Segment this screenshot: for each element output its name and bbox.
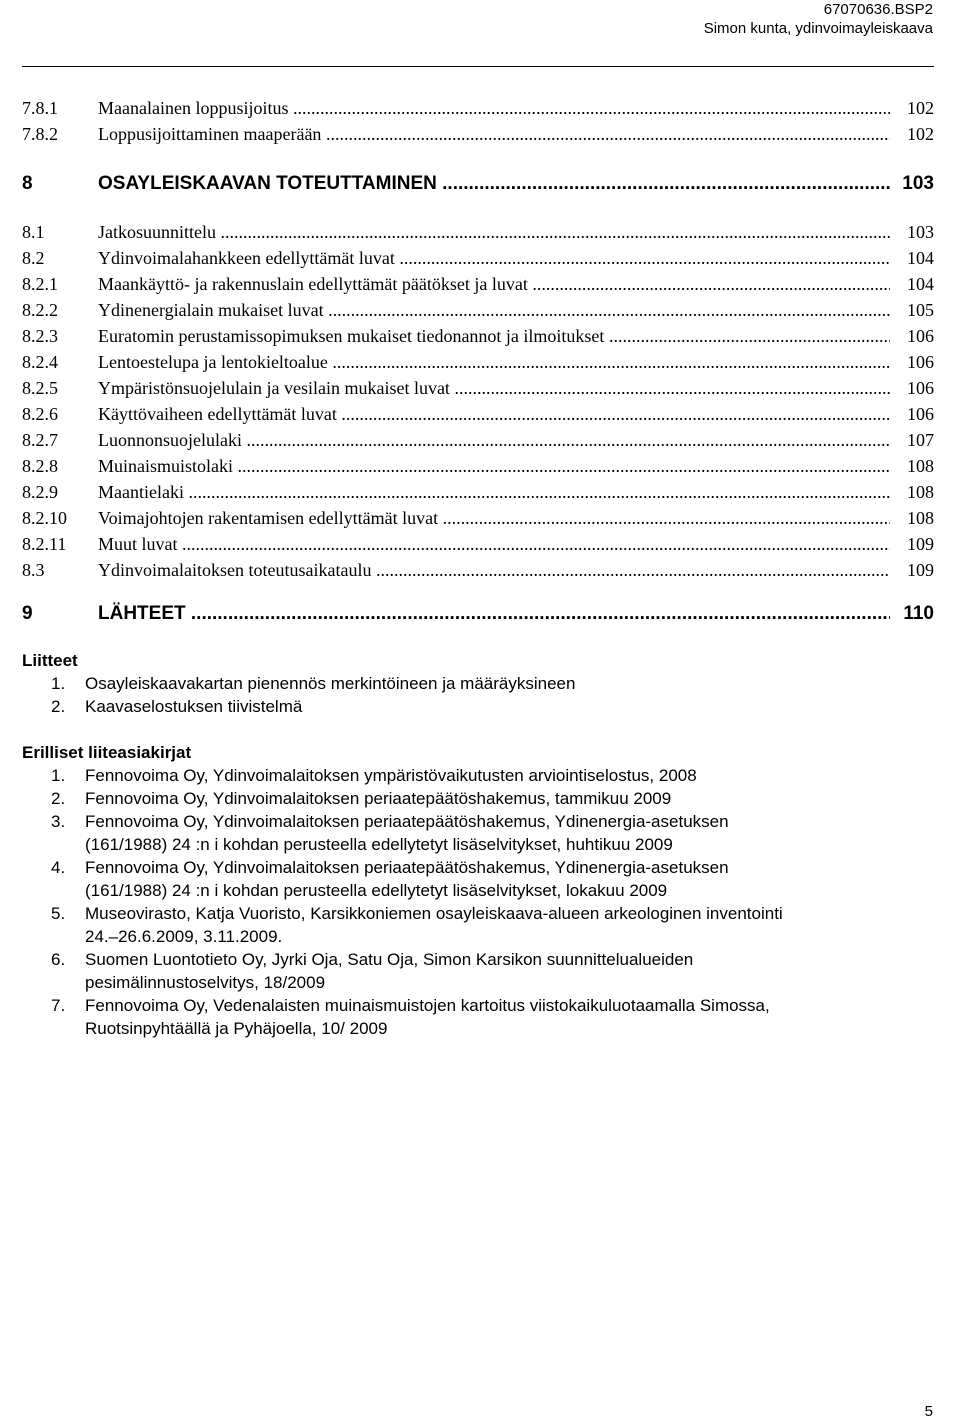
toc-title: Maankäyttö- ja rakennuslain edellyttämät päätökset ja luvat ..... <box>98 271 890 297</box>
document-title: Simon kunta, ydinvoimayleiskaava <box>703 20 933 37</box>
toc-entry[interactable] <box>22 479 934 505</box>
list-item-number: 2. <box>51 789 66 808</box>
list-item-number: 6. <box>51 950 66 969</box>
list-item-number: 1. <box>51 766 66 785</box>
toc-title: Loppusijoittaminen maaperään ..... <box>98 121 890 147</box>
list-item-text: Fennovoima Oy, Ydinvoimalaitoksen periaatepäätöshakemus, Ydinenergia-asetuksen <box>85 858 729 877</box>
list-item <box>22 948 934 994</box>
list-item-text: (161/1988) 24 :n i kohdan perusteella edellytetyt lisäselvitykset, huhtikuu 2009 <box>85 835 673 854</box>
toc-number: 8.2.8 <box>22 456 58 476</box>
toc-page-number: 104 <box>907 245 934 271</box>
liitteet-list <box>22 672 934 718</box>
erilliset-title: Erilliset liiteasiakirjat <box>22 743 192 762</box>
list-item <box>22 994 934 1040</box>
list-item-number: 7. <box>51 996 66 1015</box>
list-item <box>22 856 934 902</box>
toc-entry[interactable] <box>22 121 934 147</box>
toc-entry[interactable] <box>22 171 934 197</box>
list-item <box>22 695 934 718</box>
toc-page-number: 110 <box>903 601 934 627</box>
toc-number: 7.8.2 <box>22 124 58 144</box>
list-item <box>22 672 934 695</box>
toc-number: 8 <box>22 173 33 194</box>
page-header <box>704 0 933 38</box>
toc-number: 8.2.9 <box>22 482 58 502</box>
toc-title: LÄHTEET ..... <box>98 601 890 627</box>
list-item-text: Museovirasto, Katja Vuoristo, Karsikkoniemen osayleiskaava-alueen arkeologinen inventointi <box>85 904 783 923</box>
header-divider <box>22 66 934 67</box>
toc-entry[interactable] <box>22 505 934 531</box>
table-of-contents <box>22 95 934 627</box>
liitteet-title: Liitteet <box>22 651 78 670</box>
list-item <box>22 764 934 787</box>
toc-title: Maanalainen loppusijoitus ..... <box>98 95 890 121</box>
list-item-text: Fennovoima Oy, Ydinvoimalaitoksen periaatepäätöshakemus, tammikuu 2009 <box>85 789 672 808</box>
toc-title: Lentoestelupa ja lentokieltoalue ..... <box>98 349 890 375</box>
list-item-text: (161/1988) 24 :n i kohdan perusteella edellytetyt lisäselvitykset, lokakuu 2009 <box>85 881 668 900</box>
toc-number: 8.2.6 <box>22 404 58 424</box>
toc-title: Muut luvat ..... <box>98 531 890 557</box>
liitteet-section <box>22 650 934 718</box>
toc-number: 7.8.1 <box>22 98 58 118</box>
toc-entry[interactable] <box>22 245 934 271</box>
toc-title: OSAYLEISKAAVAN TOTEUTTAMINEN ..... <box>98 171 890 197</box>
toc-title: Maantielaki ..... <box>98 479 890 505</box>
toc-page-number: 108 <box>907 505 934 531</box>
toc-number: 8.2.5 <box>22 378 58 398</box>
toc-page-number: 102 <box>907 121 934 147</box>
page-number: 5 <box>924 1403 933 1420</box>
toc-title: Ydinvoimalahankkeen edellyttämät luvat ..... <box>98 245 890 271</box>
document-id: 67070636.BSP2 <box>823 1 933 18</box>
toc-title: Luonnonsuojelulaki ..... <box>98 427 890 453</box>
toc-number: 8.2 <box>22 248 45 268</box>
toc-entry[interactable] <box>22 297 934 323</box>
toc-page-number: 103 <box>907 219 934 245</box>
toc-title: Jatkosuunnittelu ..... <box>98 219 890 245</box>
toc-page-number: 109 <box>907 557 934 583</box>
toc-title: Ydinvoimalaitoksen toteutusaikataulu ..... <box>98 557 890 583</box>
list-item <box>22 902 934 948</box>
toc-number: 8.2.7 <box>22 430 58 450</box>
toc-entry[interactable] <box>22 271 934 297</box>
toc-page-number: 108 <box>907 479 934 505</box>
list-item-number: 3. <box>51 812 66 831</box>
toc-number: 8.2.4 <box>22 352 58 372</box>
toc-page-number: 104 <box>907 271 934 297</box>
toc-number: 8.2.3 <box>22 326 58 346</box>
toc-page-number: 106 <box>907 323 934 349</box>
toc-entry[interactable] <box>22 401 934 427</box>
toc-title: Ympäristönsuojelulain ja vesilain mukaiset luvat ..... <box>98 375 890 401</box>
toc-title: Voimajohtojen rakentamisen edellyttämät luvat ..... <box>98 505 890 531</box>
toc-entry[interactable] <box>22 601 934 627</box>
toc-page-number: 103 <box>902 171 934 197</box>
toc-number: 8.1 <box>22 222 45 242</box>
list-item-number: 5. <box>51 904 66 923</box>
toc-page-number: 106 <box>907 401 934 427</box>
toc-number: 8.2.2 <box>22 300 58 320</box>
toc-title: Ydinenergialain mukaiset luvat ..... <box>98 297 890 323</box>
toc-number: 8.2.10 <box>22 508 67 528</box>
toc-entry[interactable] <box>22 453 934 479</box>
toc-entry[interactable] <box>22 349 934 375</box>
list-item-text: Fennovoima Oy, Ydinvoimalaitoksen periaatepäätöshakemus, Ydinenergia-asetuksen <box>85 812 729 831</box>
toc-title: Käyttövaiheen edellyttämät luvat ..... <box>98 401 890 427</box>
toc-page-number: 107 <box>907 427 934 453</box>
toc-title: Euratomin perustamissopimuksen mukaiset tiedonannot ja ilmoitukset ..... <box>98 323 890 349</box>
list-item-text: Kaavaselostuksen tiivistelmä <box>85 697 303 716</box>
toc-page-number: 106 <box>907 349 934 375</box>
toc-page-number: 109 <box>907 531 934 557</box>
list-item-text: Fennovoima Oy, Ydinvoimalaitoksen ympäristövaikutusten arviointiselostus, 2008 <box>85 766 697 785</box>
list-item-text: Suomen Luontotieto Oy, Jyrki Oja, Satu Oja, Simon Karsikon suunnittelualueiden <box>85 950 694 969</box>
toc-entry[interactable] <box>22 531 934 557</box>
toc-page-number: 105 <box>907 297 934 323</box>
erilliset-list <box>22 764 934 1040</box>
toc-entry[interactable] <box>22 375 934 401</box>
list-item-text: Fennovoima Oy, Vedenalaisten muinaismuistojen kartoitus viistokaikuluotaamalla Simossa, <box>85 996 770 1015</box>
list-item-number: 2. <box>51 697 66 716</box>
list-item-text: Ruotsinpyhtäällä ja Pyhäjoella, 10/ 2009 <box>85 1019 388 1038</box>
toc-entry[interactable] <box>22 95 934 121</box>
toc-page-number: 108 <box>907 453 934 479</box>
list-item-text: 24.–26.6.2009, 3.11.2009. <box>85 927 283 946</box>
toc-number: 8.2.1 <box>22 274 58 294</box>
erilliset-section <box>22 742 934 1040</box>
toc-entry[interactable] <box>22 323 934 349</box>
list-item-text: pesimälinnustoselvitys, 18/2009 <box>85 973 326 992</box>
toc-entry[interactable] <box>22 219 934 245</box>
toc-title: Muinaismuistolaki ..... <box>98 453 890 479</box>
toc-page-number: 106 <box>907 375 934 401</box>
list-item-number: 1. <box>51 674 66 693</box>
toc-number: 9 <box>22 603 33 624</box>
list-item-text: Osayleiskaavakartan pienennös merkintöineen ja määräyksineen <box>85 674 576 693</box>
toc-entry[interactable] <box>22 557 934 583</box>
toc-number: 8.3 <box>22 560 45 580</box>
list-item-number: 4. <box>51 858 66 877</box>
list-item <box>22 810 934 856</box>
toc-page-number: 102 <box>907 95 934 121</box>
toc-number: 8.2.11 <box>22 534 67 554</box>
list-item <box>22 787 934 810</box>
toc-entry[interactable] <box>22 427 934 453</box>
